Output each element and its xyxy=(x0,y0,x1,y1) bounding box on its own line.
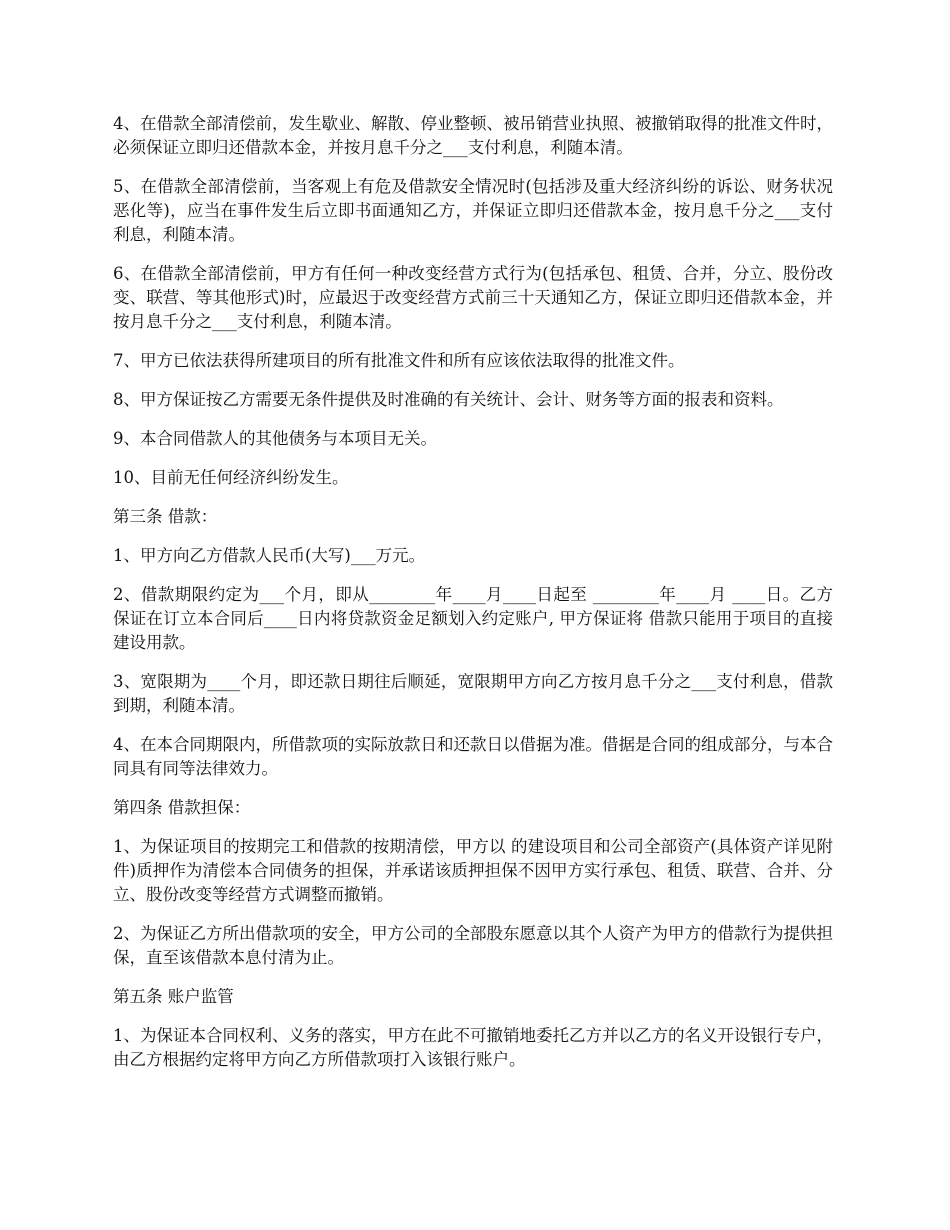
clause-2-item-10: 10、目前无任何经济纠纷发生。 xyxy=(113,468,349,487)
clause-2-item-5: 5、在借款全部清偿前，当客观上有危及借款安全情况时(包括涉及重大经济纠纷的诉讼、财务状况恶化等)，应当在事件发生后立即书面通知乙方，并保证立即归还借款本金，按月息千分之___支付利息，利随本清。 xyxy=(113,177,833,244)
clause-3-item-3: 3、宽限期为____个月，即还款日期往后顺延，宽限期甲方向乙方按月息千分之___支付利息，借款到期，利随本清。 xyxy=(113,672,833,715)
section-heading-article-5: 第五条 账户监管 xyxy=(113,987,234,1006)
document-body xyxy=(113,112,833,1087)
clause-3-item-4: 4、在本合同期限内，所借款项的实际放款日和还款日以借据为准。借据是合同的组成部分，与本合同具有同等法律效力。 xyxy=(113,735,833,778)
clause-4-item-1: 1、为保证项目的按期完工和借款的按期清偿，甲方以 的建设项目和公司全部资产(具体资产详见附件)质押作为清偿本合同债务的担保，并承诺该质押担保不因甲方实行承包、租赁、联营、合并、分立、股份改变等经营方式调整而撤销。 xyxy=(113,837,833,904)
clause-2-item-4: 4、在借款全部清偿前，发生歇业、解散、停业整顿、被吊销营业执照、被撤销取得的批准文件时，必须保证立即归还借款本金，并按月息千分之___支付利息，利随本清。 xyxy=(113,114,833,157)
clause-5-item-1: 1、为保证本合同权利、义务的落实，甲方在此不可撤销地委托乙方并以乙方的名义开设银行专户，由乙方根据约定将甲方向乙方所借款项打入该银行账户。 xyxy=(113,1026,833,1069)
clause-3-item-2: 2、借款期限约定为___个月，即从________年____月____日起至 ________年____月 ____日。乙方保证在订立本合同后____日内将贷款资金足额划入约定账户, 甲方保证将 借款只能用于项目的直接建设用款。 xyxy=(113,585,833,652)
clause-2-item-9: 9、本合同借款人的其他债务与本项目无关。 xyxy=(113,429,437,448)
clause-2-item-7: 7、甲方已依法获得所建项目的所有批准文件和所有应该依法取得的批准文件。 xyxy=(113,351,685,370)
section-heading-article-4: 第四条 借款担保： xyxy=(113,798,251,817)
clause-3-item-1: 1、甲方向乙方借款人民币(大写)___万元。 xyxy=(113,546,426,565)
clause-2-item-6: 6、在借款全部清偿前，甲方有任何一种改变经营方式行为(包括承包、租赁、合并，分立、股份改变、联营、等其他形式)时，应最迟于改变经营方式前三十天通知乙方，保证立即归还借款本金，并按月息千分之___支付利息，利随本清。 xyxy=(113,264,833,331)
clause-4-item-2: 2、为保证乙方所出借款项的安全，甲方公司的全部股东愿意以其个人资产为甲方的借款行为提供担保，直至该借款本息付清为止。 xyxy=(113,924,833,967)
clause-2-item-8: 8、甲方保证按乙方需要无条件提供及时准确的有关统计、会计、财务等方面的报表和资料。 xyxy=(113,390,784,409)
section-heading-article-3: 第三条 借款： xyxy=(113,507,218,526)
